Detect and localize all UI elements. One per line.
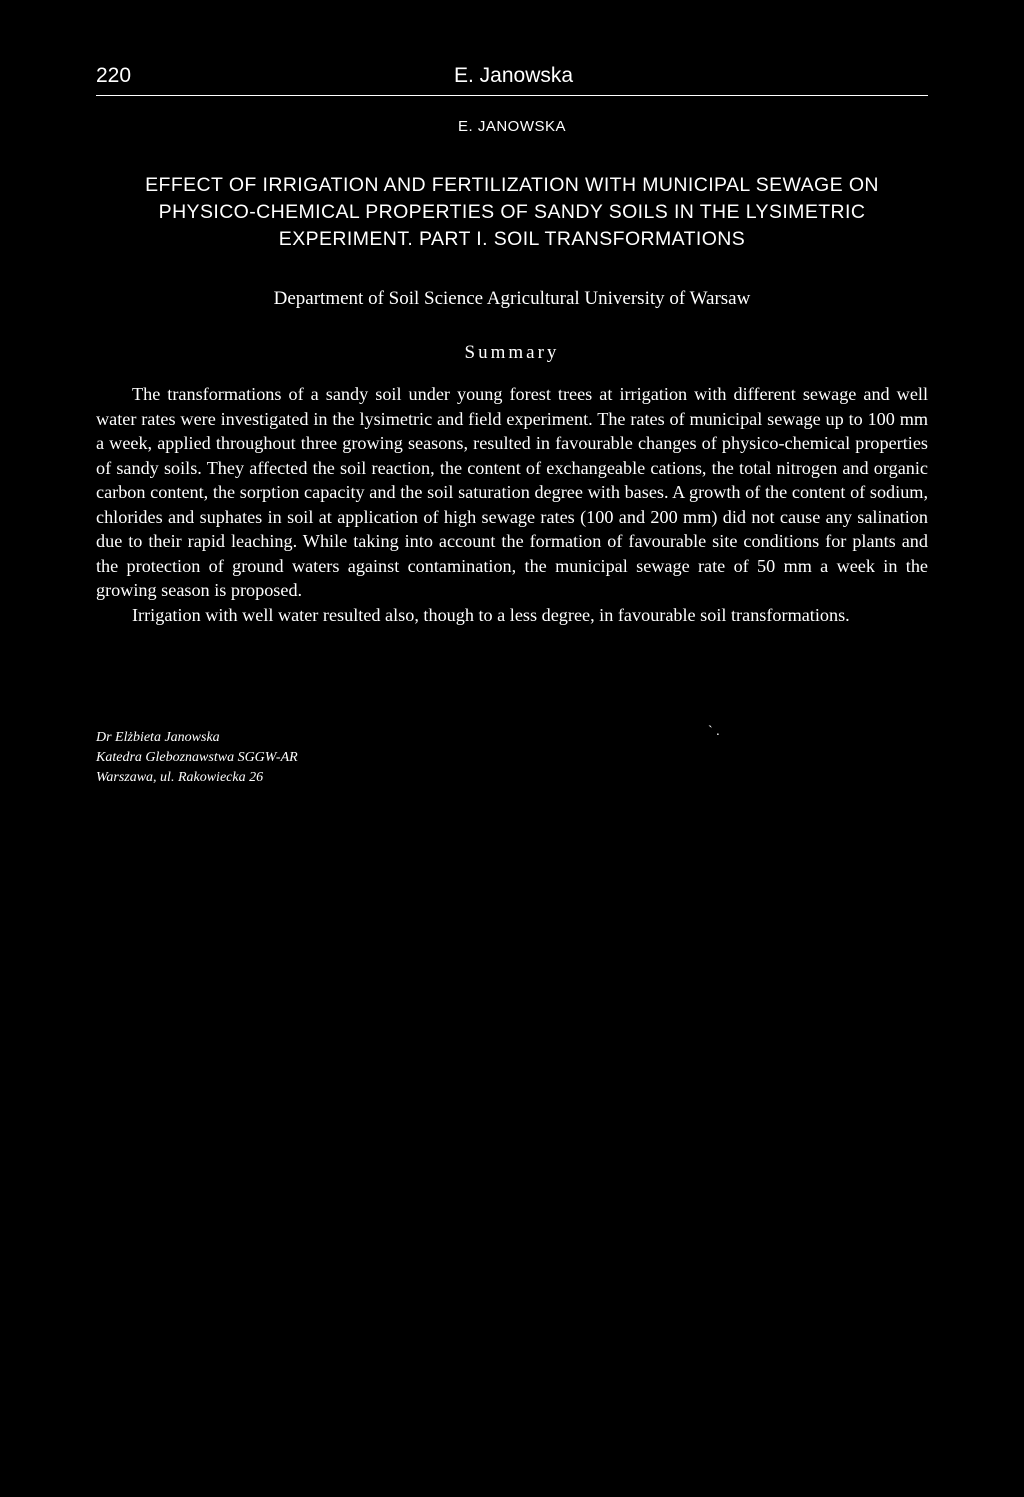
author-contact [96, 728, 496, 788]
article-title: EFFECT OF IRRIGATION AND FERTILIZATION WITH MUNICIPAL SEWAGE ON PHYSICO-CHEMICAL PROPERTIES OF SANDY SOILS IN THE LYSIMETRIC EXPERIMENT. PART I. SOIL TRANSFORMATIONS [145, 174, 879, 250]
header-rule [96, 95, 928, 96]
running-head-author: E. Janowska [454, 64, 574, 87]
article-affiliation: Department of Soil Science Agricultural University of Warsaw [273, 288, 751, 309]
summary-heading: Summary [464, 342, 560, 363]
summary-body [96, 382, 928, 627]
contact-department: Katedra Gleboznawstwa SGGW-AR [96, 750, 298, 765]
running-header [96, 60, 928, 94]
contact-address: Warszawa, ul. Rakowiecka 26 [96, 770, 264, 785]
contact-name: Dr Elżbieta Janowska [96, 730, 220, 745]
stray-print-mark: ` . [708, 724, 720, 739]
page-number: 220 [96, 64, 132, 87]
summary-paragraph: Irrigation with well water resulted also, though to a less degree, in favourable soil transformations. [132, 604, 850, 625]
article-author: E. JANOWSKA [457, 118, 567, 135]
summary-paragraph: The transformations of a sandy soil under young forest trees at irrigation with different sewage and well water rates were investigated in the lysimetric and field experiment. The rates of municipal sewage up to 100 mm a week, applied throughout three growing seasons, resulted in favourable changes of physico-chemical properties of sandy soils. They affected the soil reaction, the content of exchangeable cations, the total nitrogen and organic carbon content, the sorption capacity and the soil saturation degree with bases. A growth of the content of sodium, chlorides and suphates in soil at application of high sewage rates (100 and 200 mm) did not cause any salination due to their rapid leaching. While taking into account the formation of favourable site conditions for plants and the protection of ground waters against contamination, the municipal sewage rate of 50 mm a week in the growing season is proposed. [96, 384, 928, 600]
